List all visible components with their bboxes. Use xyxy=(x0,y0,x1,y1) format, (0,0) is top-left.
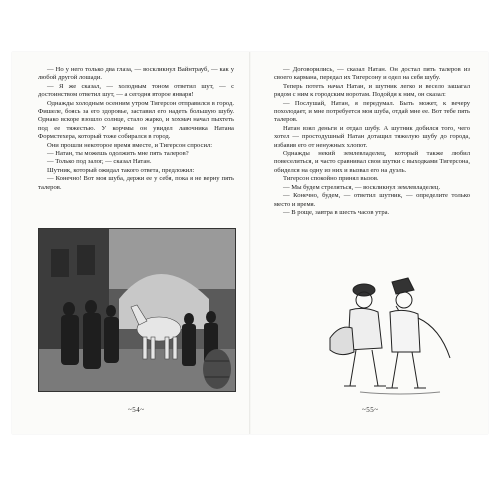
page-number-right: ~55~ xyxy=(362,406,379,414)
page-number-left: ~54~ xyxy=(128,406,145,414)
paragraph: Однажды холодным осенним утром Тигерсон отправился в город. Фишеле, боясь за его здоровье, заставил его надеть большую шубу. Однако вскоре взошло солнце, стало жарко, и хохмач начал пыхтеть под ее тяжестью. У корчмы он увидел лавочника Натана Формстехера, который тоже собирался в город. xyxy=(38,99,234,141)
right-page-text xyxy=(274,66,470,217)
paragraph: Однажды некий землевладелец, который также любил повеселиться, и часто сравнивал свои шутки с выходками Тигерсона, обиделся на одну из них и вызвал его на дуэль. xyxy=(274,150,470,174)
left-page-text xyxy=(38,66,234,192)
paragraph: — Только под залог, — сказал Натан. xyxy=(47,158,152,166)
paragraph: Теперь потеть начал Натан, и шутник легко и весело зашагал рядом с ним к городским воротам. Подойдя к ним, он сказал: xyxy=(274,82,470,99)
two-men-sketch xyxy=(300,268,468,398)
paragraph: — Послушай, Натан, я передумал. Быть может, к вечеру похолодает, и мне потребуется моя шуба, отдай мне ее. Вот тебе пять талеров. xyxy=(274,99,470,124)
paragraph: — Я же сказал, — холодным тоном ответил шут, — с достоинством ответил шут, — а сегодня второе января! xyxy=(38,82,234,99)
paragraph: Натан взял деньги и отдал шубу. А шутник добился того, чего хотел — простодушный Натан дотащил тяжелую шубу до города, избавив его от ненужных хлопот. xyxy=(274,124,470,149)
paragraph: — Конечно! Вот моя шуба, держи ее у себя, пока я не верну пять талеров. xyxy=(38,175,234,191)
paragraph: — Натан, ты можешь одолжить мне пять талеров? xyxy=(47,150,189,158)
paragraph: — Но у него только два глаза, — воскликнул Вайнтрауб, — как у любой другой лошади. xyxy=(38,66,234,82)
paragraph: — Договорились, — сказал Натан. Он достал пять талеров из своего кармана, передал их Тигерсону и одел на себя шубу. xyxy=(274,66,470,82)
paragraph: Шутник, который ожидал такого ответа, предложил: xyxy=(47,166,195,174)
paragraph: — Конечно, будем, — ответил шутник, — определите только место и время. xyxy=(274,192,470,208)
paragraph: — В роще, завтра в шесть часов утра. xyxy=(283,208,390,216)
book-gutter xyxy=(249,52,251,434)
paragraph: Тигерсон спокойно принял вызов. xyxy=(283,175,379,183)
street-scene-engraving xyxy=(38,228,236,392)
paragraph: Они прошли некоторое время вместе, и Тигерсон спросил: xyxy=(47,141,213,149)
paragraph: — Мы будем стреляться, — воскликнул землевладелец. xyxy=(283,183,441,191)
